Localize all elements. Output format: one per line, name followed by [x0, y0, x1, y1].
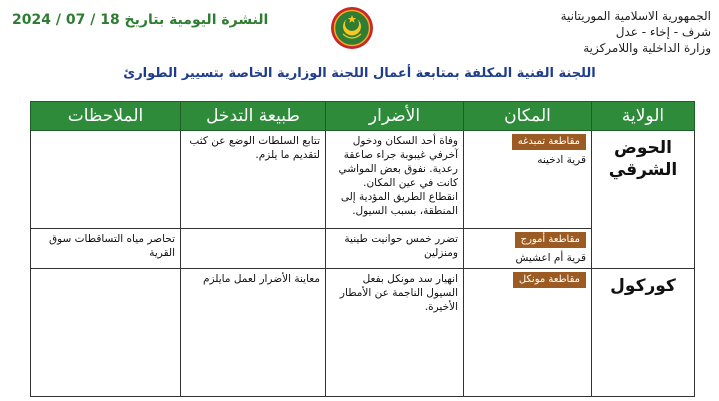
- header-right-block: [531, 8, 711, 56]
- column-header-notes: الملاحظات: [31, 102, 181, 131]
- damages-cell: وفاة أحد السكان ودخول آخرفي غيبوبة جراء صاعقة رعدية. نفوق بعض المواشي كانت في عين المكان. انقطاع الطريق المؤدية إلى المنطقة، بسبب السيول.: [326, 131, 464, 229]
- moughataa-badge: مقاطعة أمورج: [515, 232, 586, 248]
- intervention-cell: معاينة الأضرار لعمل مايلزم: [181, 269, 326, 397]
- table-row: [31, 131, 695, 229]
- place-cell: [464, 229, 592, 269]
- notes-cell: [31, 131, 181, 229]
- country-name: الجمهورية الاسلامية الموريتانية: [560, 9, 711, 23]
- moughataa-badge: مقاطعة مونكل: [513, 272, 586, 288]
- column-header-wilaya: الولاية: [592, 102, 695, 131]
- damages-table: [30, 101, 695, 397]
- wilaya-cell: كوركول: [592, 269, 695, 397]
- national-seal-icon: [330, 6, 374, 50]
- notes-cell: تحاصر مياه التساقطات سوق القرية: [31, 229, 181, 269]
- table-header-row: [31, 102, 695, 131]
- village-name: قرية ادخينه: [537, 154, 586, 166]
- village-name: قرية أم اعشيش: [515, 252, 586, 264]
- wilaya-cell: الحوض الشرقي: [592, 131, 695, 269]
- place-cell: [464, 269, 592, 397]
- column-header-damages: الأضرار: [326, 102, 464, 131]
- damages-cell: تضرر خمس حوانيت طينية ومنزلين: [326, 229, 464, 269]
- place-cell: [464, 131, 592, 229]
- national-motto: شرف - إخاء - عدل: [615, 25, 711, 39]
- bulletin-date: النشرة اليومية بتاريخ 18 / 07 / 2024: [12, 12, 269, 28]
- intervention-cell: [181, 229, 326, 269]
- damages-cell: انهيار سد مونكل بفعل السيول الناجمة عن الأمطار الأخيرة.: [326, 269, 464, 397]
- ministry-name: وزارة الداخلية واللامركزية: [583, 41, 711, 55]
- notes-cell: [31, 269, 181, 397]
- intervention-cell: تتابع السلطات الوضع عن كثب لتقديم ما يلزم.: [181, 131, 326, 229]
- column-header-intervention: طبيعة التدخل: [181, 102, 326, 131]
- table-row: [31, 269, 695, 397]
- moughataa-badge: مقاطعة تمبدغه: [512, 134, 586, 150]
- committee-subtitle: اللجنة الفنية المكلفة بمتابعة أعمال اللجنة الوزارية الخاصة بتسيير الطوارئ: [123, 66, 596, 81]
- column-header-place: المكان: [464, 102, 592, 131]
